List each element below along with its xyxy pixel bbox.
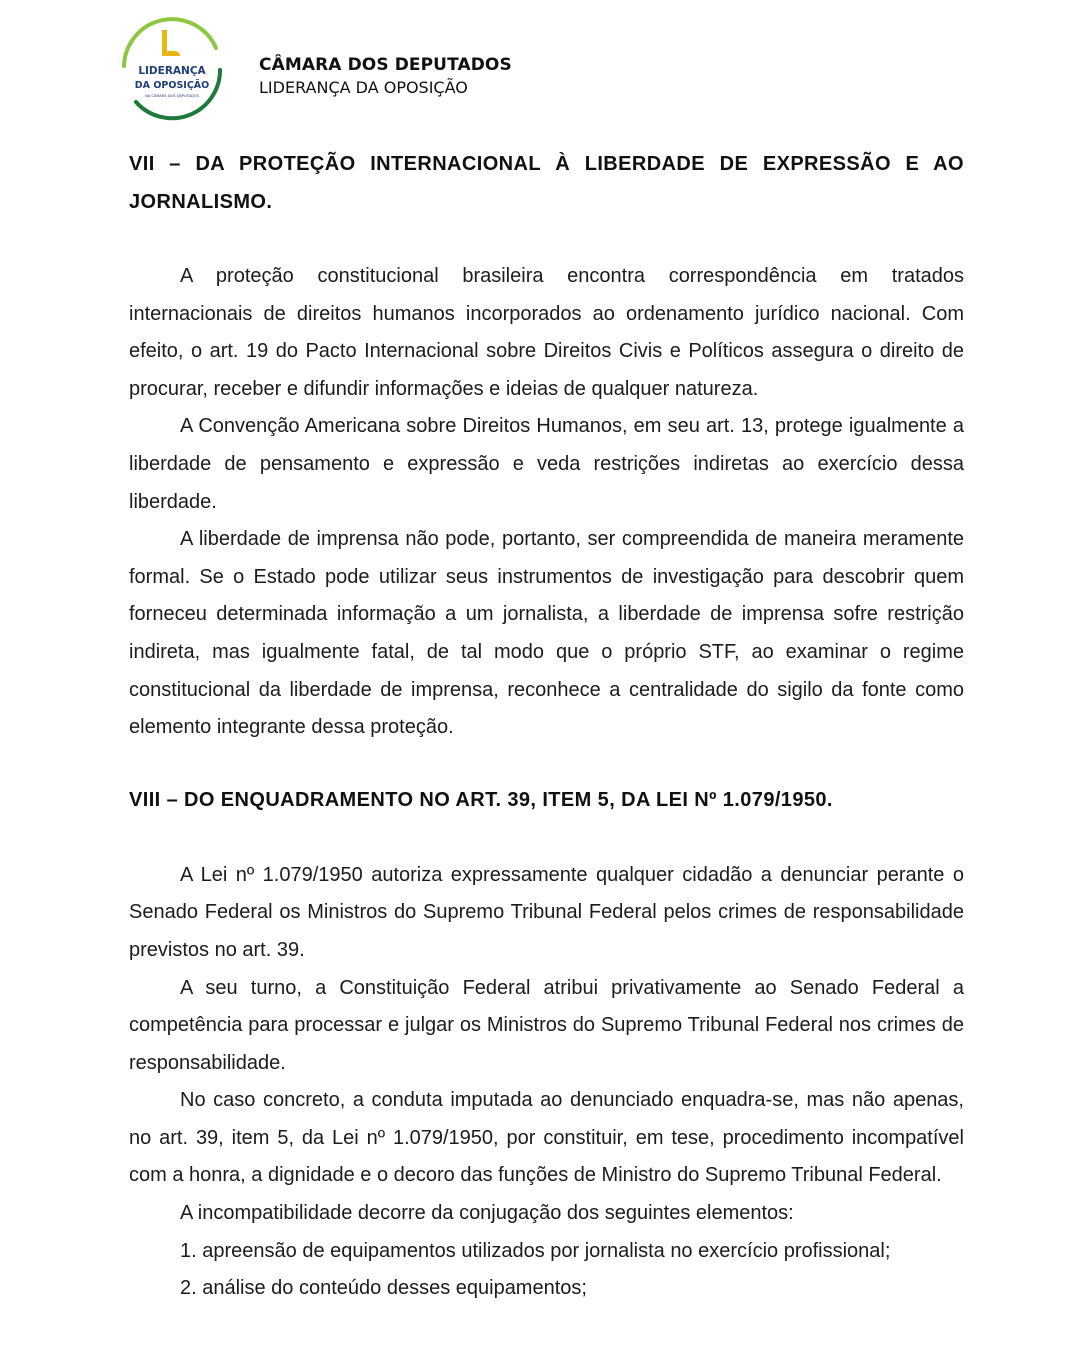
section-7-paragraph: A Convenção Americana sobre Direitos Humanos, em seu art. 13, protege igualmente a liberdade de pensamento e expressão e veda restrições indiretas ao exercício dessa liberdade. xyxy=(129,415,964,513)
document-body xyxy=(129,145,964,1308)
header-text xyxy=(259,54,512,100)
section-8-paragraph: A seu turno, a Constituição Federal atribui privativamente ao Senado Federal a competência para processar e julgar os Ministros do Supremo Tribunal Federal nos crimes de responsabilidade. xyxy=(129,976,964,1074)
list-item: 2. análise do conteúdo desses equipamentos; xyxy=(180,1277,587,1300)
lideranca-oposicao-logo xyxy=(116,10,228,122)
logo-text-3: NA CÂMARA DOS DEPUTADOS xyxy=(145,94,199,98)
department-name: LIDERANÇA DA OPOSIÇÃO xyxy=(259,78,468,97)
document-header xyxy=(116,10,716,124)
section-8-paragraph: No caso concreto, a conduta imputada ao denunciado enquadra-se, mas não apenas, no art. 39, item 5, da Lei nº 1.079/1950, por constituir, em tese, procedimento incompatível com a honra, a dignidade e o decoro das funções de Ministro do Supremo Tribunal Federal. xyxy=(129,1089,964,1187)
section-7-paragraph: A liberdade de imprensa não pode, portanto, ser compreendida de maneira meramente formal. Se o Estado pode utilizar seus instrumentos de investigação para descobrir quem forneceu determinada informação a um jornalista, a liberdade de imprensa sofre restrição indireta, mas igualmente fatal, de tal modo que o próprio STF, ao examinar o regime constitucional da liberdade de imprensa, reconhece a centralidade do sigilo da fonte como elemento integrante dessa proteção. xyxy=(129,528,964,739)
section-8-paragraph: A incompatibilidade decorre da conjugação dos seguintes elementos: xyxy=(180,1202,794,1225)
section-7-heading: VII – DA PROTEÇÃO INTERNACIONAL À LIBERDADE DE EXPRESSÃO E AO JORNALISMO. xyxy=(129,153,964,213)
section-8-heading: VIII – DO ENQUADRAMENTO NO ART. 39, ITEM 5, DA LEI Nº 1.079/1950. xyxy=(129,788,833,811)
organization-name: CÂMARA DOS DEPUTADOS xyxy=(259,55,512,75)
section-8-paragraph: A Lei nº 1.079/1950 autoriza expressamente qualquer cidadão a denunciar perante o Senado Federal os Ministros do Supremo Tribunal Federal pelos crimes de responsabilidade previstos no art. 39. xyxy=(129,863,964,961)
list-item: 1. apreensão de equipamentos utilizados por jornalista no exercício profissional; xyxy=(180,1239,891,1262)
logo-text-1: LIDERANÇA xyxy=(138,65,206,77)
logo-text-2: DA OPOSIÇÃO xyxy=(134,80,210,91)
section-7-paragraph: A proteção constitucional brasileira encontra correspondência em tratados internacionais de direitos humanos incorporados ao ordenamento jurídico nacional. Com efeito, o art. 19 do Pacto Internacional sobre Direitos Civis e Políticos assegura o direito de procurar, receber e difundir informações e ideias de qualquer natureza. xyxy=(129,265,964,400)
